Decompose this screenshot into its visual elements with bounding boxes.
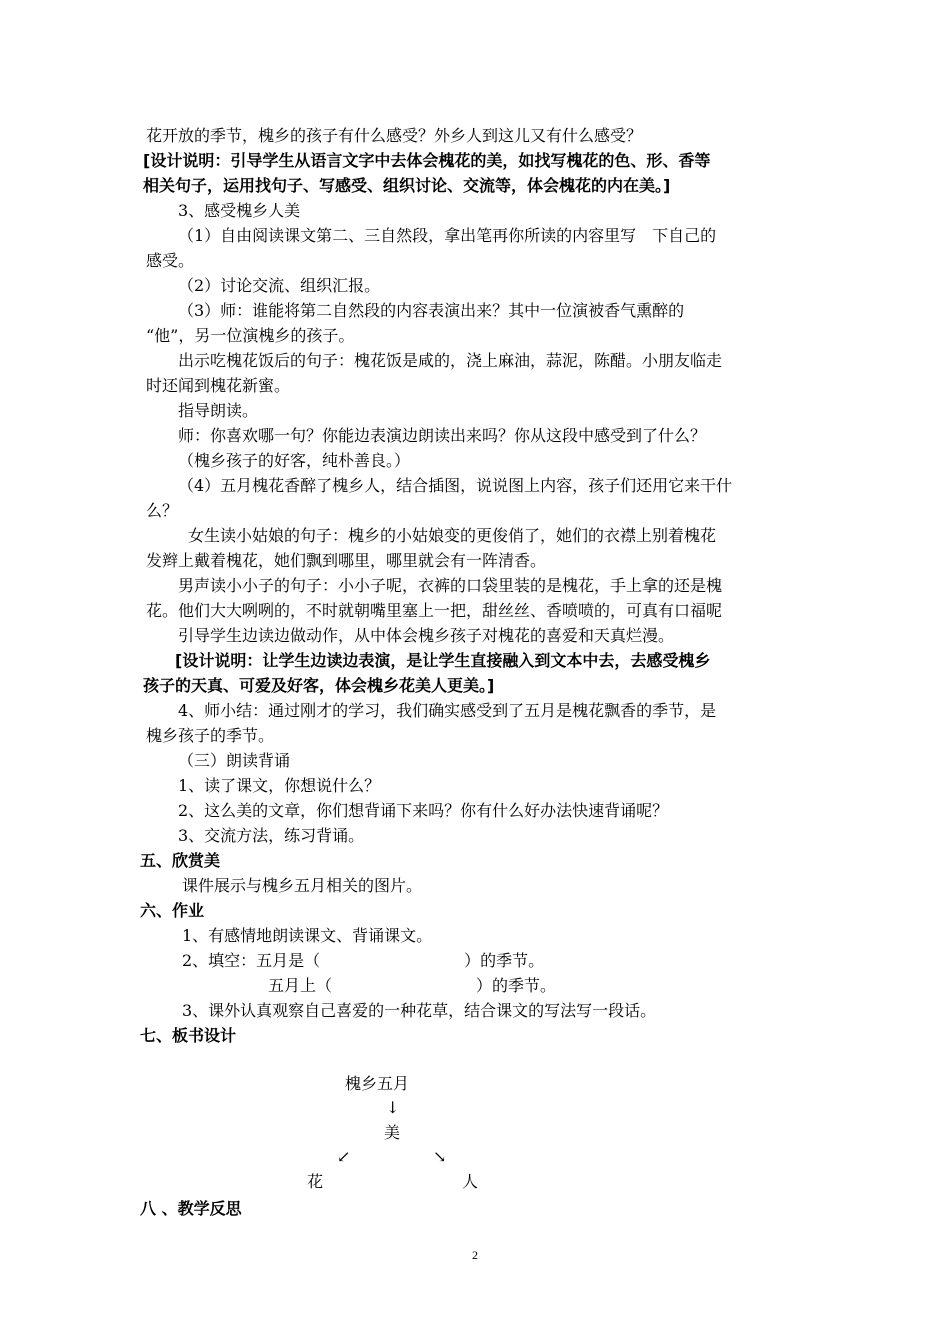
text-line: 发辫上戴着槐花，她们飘到哪里，哪里就会有一阵清香。 <box>146 551 547 570</box>
text-line: 2、填空：五月是（ ）的季节。 <box>182 951 545 970</box>
text-line: （三）朗读背诵 <box>178 751 291 770</box>
text-line: 槐乡孩子的季节。 <box>146 726 275 745</box>
text-line: （3）师：谁能将第二自然段的内容表演出来？其中一位演被香气熏醉的 <box>178 301 685 320</box>
text-line: 感受。 <box>146 251 195 270</box>
text-line: 4、师小结：通过刚才的学习，我们确实感受到了五月是槐花飘香的季节，是 <box>178 701 717 720</box>
text-line: 2、这么美的文章，你们想背诵下来吗？你有什么好办法快速背诵呢？ <box>178 801 669 820</box>
text-line: 3、交流方法，练习背诵。 <box>178 826 365 845</box>
section-heading: 五、欣赏美 <box>140 851 221 870</box>
arrow-down-right-icon: ↘ <box>433 1147 447 1166</box>
text-line: 3、课外认真观察自己喜爱的一种花草，结合课文的写法写一段话。 <box>182 1001 657 1020</box>
board-right-text: 人 <box>462 1172 479 1191</box>
design-note-line: 相关句子，运用找句子、写感受、组织讨论、交流等，体会槐花的内在美。] <box>143 176 671 195</box>
text-line: “他”，另一位演槐乡的孩子。 <box>146 326 355 345</box>
text-line: 女生读小姑娘的句子：槐乡的小姑娘变的更俊俏了，她们的衣襟上别着槐花 <box>188 526 717 545</box>
text-line: 指导朗读。 <box>178 401 259 420</box>
section-heading: 八 、教学反思 <box>140 1199 242 1218</box>
text-line: 引导学生边读边做动作，从中体会槐乡孩子对槐花的喜爱和天真烂漫。 <box>178 626 675 645</box>
arrow-down-icon: ↓ <box>386 1098 400 1117</box>
text-line: 么？ <box>146 501 179 520</box>
section-heading: 六、作业 <box>140 901 205 920</box>
text-line: 出示吃槐花饭后的句子：槐花饭是咸的，浇上麻油，蒜泥，陈醋。小朋友临走 <box>178 351 723 370</box>
text-line: （4）五月槐花香醉了槐乡人，结合插图，说说图上内容，孩子们还用它来干什 <box>178 476 733 495</box>
design-note-line: [设计说明：引导学生从语言文字中去体会槐花的美，如找写槐花的色、形、香等 <box>143 151 711 170</box>
text-line: 1、读了课文，你想说什么？ <box>178 776 381 795</box>
text-line: 花开放的季节，槐乡的孩子有什么感受？外乡人到这儿又有什么感受？ <box>146 126 643 145</box>
text-line: （1）自由阅读课文第二、三自然段，拿出笔再你所读的内容里写 下自己的 <box>178 226 717 245</box>
arrow-down-left-icon: ↙ <box>337 1147 351 1166</box>
text-line: 时还闻到槐花新蜜。 <box>146 376 291 395</box>
design-note-line: [设计说明：让学生边读边表演，是让学生直接融入到文本中去，去感受槐乡 <box>175 651 711 670</box>
text-line: 男声读小小子的句子：小小子呢，衣裤的口袋里装的是槐花，手上拿的还是槐 <box>178 576 723 595</box>
board-left-text: 花 <box>307 1172 324 1191</box>
text-line: （2）讨论交流、组织汇报。 <box>178 276 381 295</box>
design-note-line: 孩子的天真、可爱及好客，体会槐乡花美人更美。] <box>143 676 495 695</box>
text-line: 花。他们大大咧咧的，不时就朝嘴里塞上一把，甜丝丝、香喷喷的，可真有口福呢 <box>146 601 723 620</box>
board-title: 槐乡五月 <box>345 1074 410 1093</box>
text-line: 课件展示与槐乡五月相关的图片。 <box>182 876 423 895</box>
board-center-text: 美 <box>384 1123 401 1142</box>
text-line: 师：你喜欢哪一句？你能边表演边朗读出来吗？你从这段中感受到了什么？ <box>178 426 707 445</box>
page-number: 2 <box>472 1248 478 1262</box>
text-line: 3、感受槐乡人美 <box>178 201 301 220</box>
section-heading: 七、板书设计 <box>140 1026 237 1045</box>
text-line: 1、有感情地朗读课文、背诵课文。 <box>182 926 433 945</box>
text-line: （槐乡孩子的好客，纯朴善良。） <box>178 451 411 470</box>
text-line: 五月上（ ）的季节。 <box>268 976 557 995</box>
